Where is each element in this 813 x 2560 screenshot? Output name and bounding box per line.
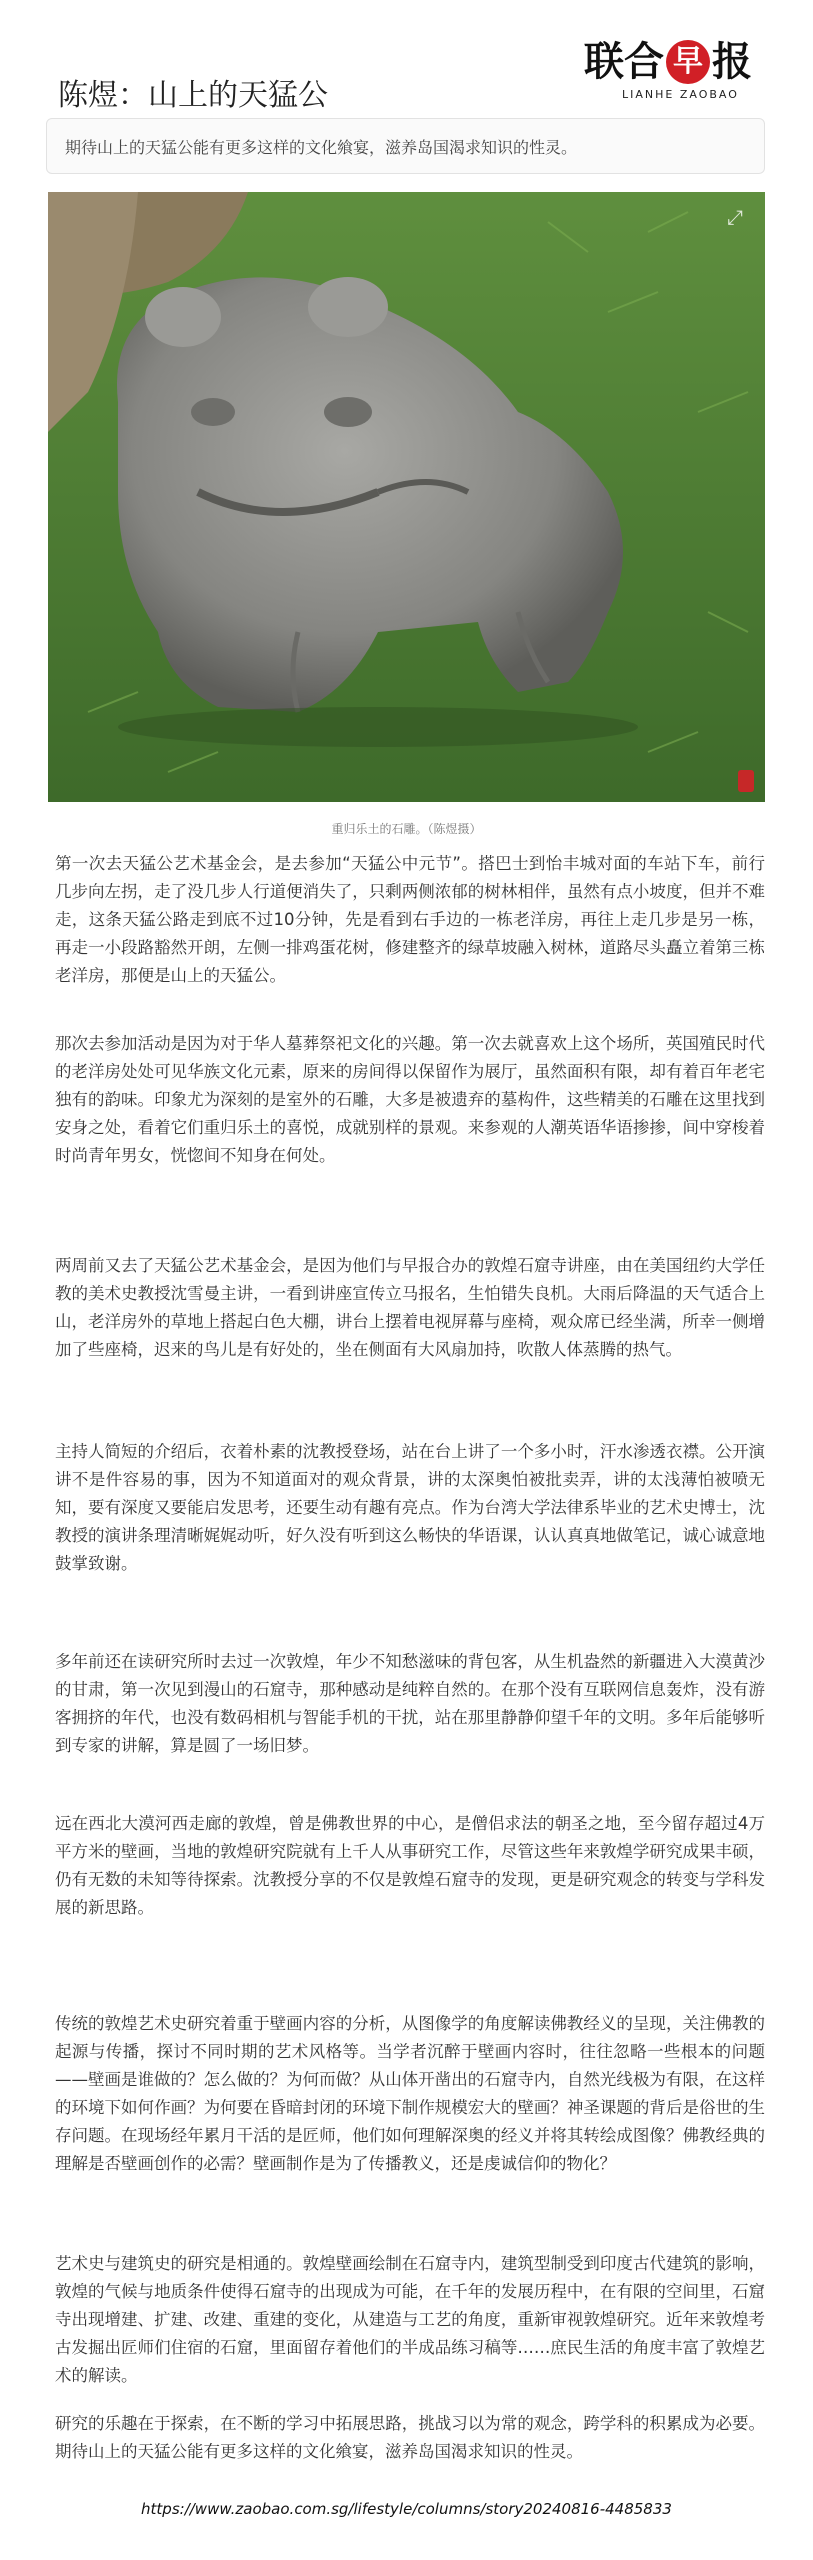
article-summary: 期待山上的天猛公能有更多这样的文化飨宴，滋养岛国渴求知识的性灵。 (65, 138, 578, 157)
page-title: 陈煜：山上的天猛公 (58, 78, 328, 113)
article-paragraph: 两周前又去了天猛公艺术基金会，是因为他们与早报合办的敦煌石窟寺讲座，由在美国纽约大学任教的美术史教授沈雪曼主讲，一看到讲座宣传立马报名，生怕错失良机。大雨后降温的天气适合上山，老洋房外的草地上搭起白色大棚，讲台上摆着电视屏幕与座椅，观众席已经坐满，所幸一侧增加了些座椅，迟来的鸟儿是有好处的，坐在侧面有大风扇加持，吹散人体蒸腾的热气。 (55, 1256, 765, 1359)
article-paragraph: 主持人简短的介绍后，衣着朴素的沈教授登场，站在台上讲了一个多小时，汗水渗透衣襟。公开演讲不是件容易的事，因为不知道面对的观众背景，讲的太深奥怕被批卖弄，讲的太浅薄怕被喷无知，要有深度又要能启发思考，还要生动有趣有亮点。作为台湾大学法律系毕业的艺术史博士，沈教授的演讲条理清晰娓娓动听，好久没有听到这么畅快的华语课，认认真真地做笔记，诚心诚意地鼓掌致谢。 (55, 1442, 765, 1573)
article-paragraph: 多年前还在读研究所时去过一次敦煌，年少不知愁滋味的背包客，从生机盎然的新疆进入大漠黄沙的甘肃，第一次见到漫山的石窟寺，那种感动是纯粹自然的。在那个没有互联网信息轰炸，没有游客拥挤的年代，也没有数码相机与智能手机的干扰，站在那里静静仰望千年的文明。多年后能够听到专家的讲解，算是圆了一场旧梦。 (55, 1652, 765, 1755)
photo-caption: 重归乐土的石雕。（陈煜摄） (331, 822, 482, 836)
stone-tiger-illustration (48, 192, 765, 802)
article-paragraph: 艺术史与建筑史的研究是相通的。敦煌壁画绘制在石窟寺内，建筑型制受到印度古代建筑的影响，敦煌的气候与地质条件使得石窟寺的出现成为可能，在千年的发展历程中，在有限的空间里，石窟寺出现增建、扩建、改建、重建的变化，从建造与工艺的角度，重新审视敦煌研究。近年来敦煌考古发掘出匠师们住宿的石窟，里面留存着他们的半成品练习稿等……庶民生活的角度丰富了敦煌艺术的解读。 (55, 2254, 765, 2385)
article-photo[interactable] (48, 192, 765, 802)
header (0, 0, 813, 120)
logo-text-lianhe: 联合 (584, 38, 664, 85)
source-url[interactable]: https://www.zaobao.com.sg/lifestyle/columns/story20240816-4485833 (141, 2500, 672, 2518)
article-paragraph: 传统的敦煌艺术史研究着重于壁画内容的分析，从图像学的角度解读佛教经义的呈现，关注佛教的起源与传播，探讨不同时期的艺术风格等。当学者沉醉于壁画内容时，往往忽略一些根本的问题——壁画是谁做的？怎么做的？为何而做？从山体开凿出的石窟寺内，自然光线极为有限，在这样的环境下如何作画？为何要在昏暗封闭的环境下制作规模宏大的壁画？神圣课题的背后是俗世的生存问题。在现场经年累月干活的是匠师，他们如何理解深奥的经义并将其转绘成图像？佛教经典的理解是否壁画创作的必需？壁画制作是为了传播教义，还是虔诚信仰的物化？ (55, 2014, 765, 2173)
logo-text-bao: 报 (712, 38, 752, 85)
zaobao-logo[interactable] (584, 38, 774, 118)
logo-wordmark (584, 38, 774, 86)
logo-subtitle: LIANHE ZAOBAO (622, 88, 739, 101)
article-paragraph: 那次去参加活动是因为对于华人墓葬祭祀文化的兴趣。第一次去就喜欢上这个场所，英国殖民时代的老洋房处处可见华族文化元素，原来的房间得以保留作为展厅，虽然面积有限，却有着百年老宅独有的韵味。印象尤为深刻的是室外的石雕，大多是被遗弃的墓构件，这些精美的石雕在这里找到安身之处，看着它们重归乐土的喜悦，成就别样的景观。来参观的人潮英语华语掺掺，间中穿梭着时尚青年男女，恍惚间不知身在何处。 (55, 1034, 765, 1165)
article-paragraph: 第一次去天猛公艺术基金会，是去参加“天猛公中元节”。搭巴士到怡丰城对面的车站下车，前行几步向左拐，走了没几步人行道便消失了，只剩两侧浓郁的树林相伴，虽然有点小坡度，但并不难走，这条天猛公路走到底不过10分钟，先是看到右手边的一栋老洋房，再往上走几步是另一栋，再走一小段路豁然开朗，左侧一排鸡蛋花树，修建整齐的绿草坡融入树林，道路尽头矗立着第三栋老洋房，那便是山上的天猛公。 (55, 854, 765, 985)
article-summary-box (46, 118, 765, 174)
expand-icon[interactable]: ⤢ (727, 205, 743, 229)
article-paragraph: 研究的乐趣在于探索，在不断的学习中拓展思路，挑战习以为常的观念，跨学科的积累成为必要。期待山上的天猛公能有更多这样的文化飨宴，滋养岛国渴求知识的性灵。 (55, 2414, 765, 2461)
logo-badge-zao: 早 (666, 40, 710, 84)
article-paragraph: 远在西北大漠河西走廊的敦煌，曾是佛教世界的中心，是僧侣求法的朝圣之地，至今留存超过4万平方米的壁画，当地的敦煌研究院就有上千人从事研究工作，尽管这些年来敦煌学研究成果丰硕，仍有无数的未知等待探索。沈教授分享的不仅是敦煌石窟寺的发现，更是研究观念的转变与学科发展的新思路。 (55, 1814, 765, 1917)
